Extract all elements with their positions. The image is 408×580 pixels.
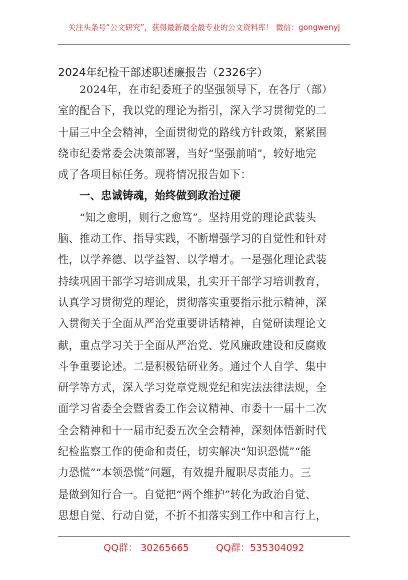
body-line: 斗争重要论述。二是积极钻研业务。通过个人自学、集中 [58,360,327,373]
body-line: 献，重点学习关于全面从严治党、党风廉政建设和反腐败 [58,339,327,352]
footer-divider [58,536,350,537]
footer-qq-group-1: QQ群： 30265665 [103,543,189,554]
document-body [58,80,352,527]
body-line: 研学等方式，深入学习党章党规党纪和宪法法律法规，全 [58,382,327,395]
body-line: 全会精神和十一届市纪委五次全会精神，深刻体悟新时代 [58,424,327,437]
top-banner: 关注头条号“公文研究”，获得最新最全最专业的公文资料库！ 微信：gongwenyj [68,23,340,32]
section-heading: 一、忠诚铸魂，始终做到政治过硬 [58,190,241,203]
body-line: 绕市纪委常委会决策部署，当好“坚强前哨”，较好地完 [58,147,317,160]
body-line: 力恐慌”“本领恐慌”问题，有效提升履职尽责能力。三 [58,467,312,480]
body-line: 是做到知行合一。自觉把“两个维护”转化为政治自觉、 [58,488,317,501]
body-line: 性，以学养德、以学益智、以学增才。一是强化理论武装 [58,254,327,267]
document-title: 2024年纪检干部述职述廉报告（2326字） [58,66,268,79]
body-line: 十届三中全会精神，全面贯彻党的路线方针政策，紧紧围 [58,126,327,139]
header-divider [58,44,350,45]
body-line: 室的配合下，我以党的理论为指引，深入学习贯彻党的二 [58,105,327,118]
body-line: 持续巩固干部学习培训成果，扎实开干部学习培训教育， [58,275,327,288]
body-line: 脑、推动工作、指导实践，不断增强学习的自觉性和针对 [58,233,327,246]
footer [0,540,408,554]
body-line: 纪检监察工作的使命和责任，切实解决“知识恐慌”“能 [58,446,312,459]
body-line: 成了各项目标任务。现将情况报告如下： [58,169,252,182]
body-line: “知之愈明，则行之愈笃”。坚持用党的理论武装头 [58,211,317,224]
body-line: 入贯彻关于全面从严治党重要讲话精神，自觉研读理论文 [58,318,327,331]
body-line: 思想自觉、行动自觉，不折不扣落实到工作中和言行上， [58,509,327,522]
body-line: 2024年，在市纪委班子的坚强领导下，在各厅（部） [58,84,333,96]
body-line: 认真学习贯彻党的理论，贯彻落实重要指示批示精神，深 [58,296,327,309]
footer-qq-group-2: QQ群：535304092 [216,543,305,554]
body-line: 面学习省委全会暨省委工作会议精神、市委十一届十二次 [58,403,327,416]
